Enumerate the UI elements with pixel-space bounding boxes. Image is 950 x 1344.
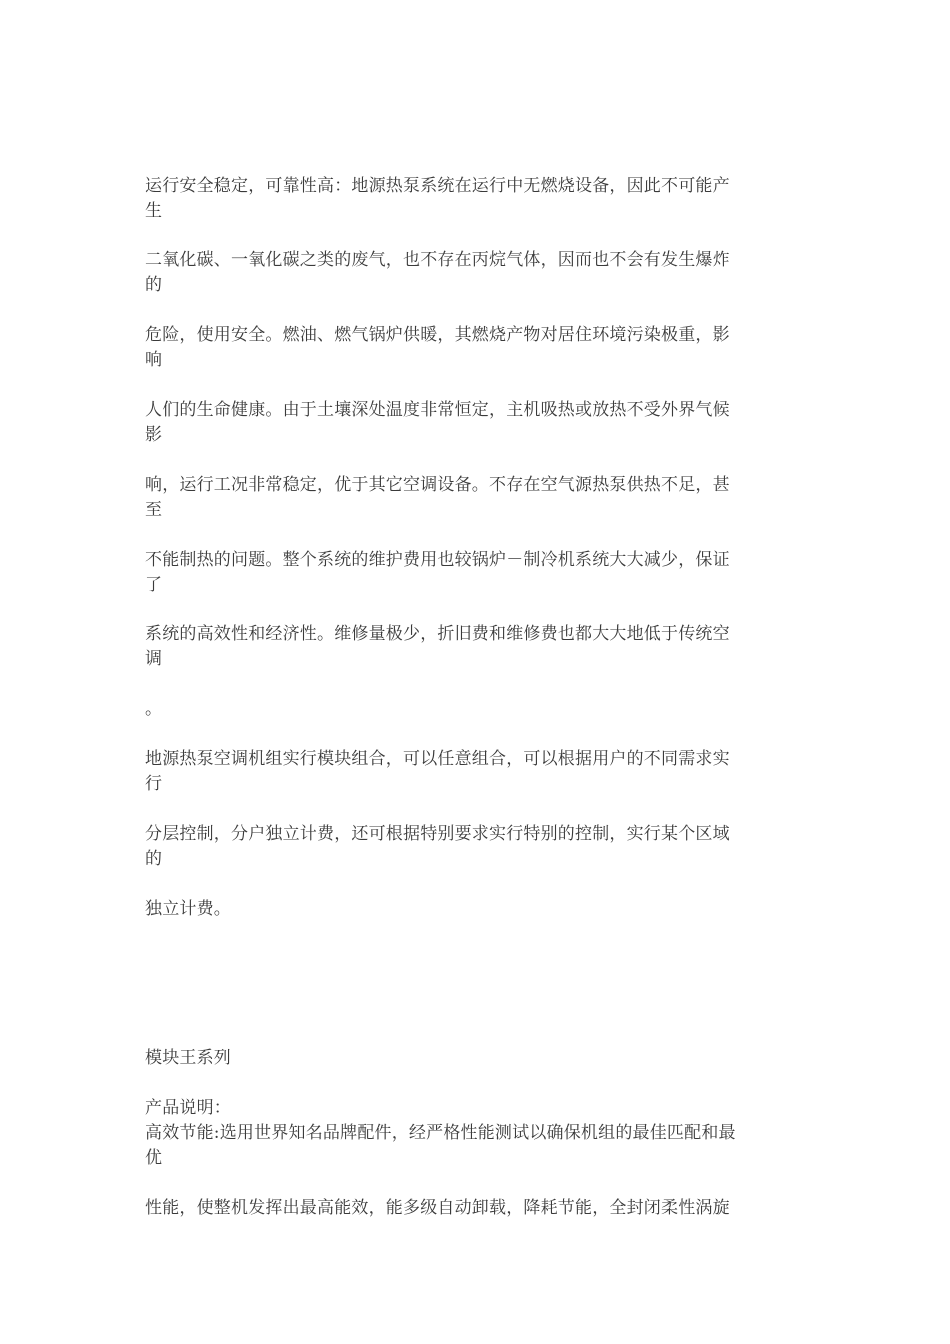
product-paragraph-2: 性能，使整机发挥出最高能效，能多级自动卸载，降耗节能，全封闭柔性涡旋	[145, 1198, 730, 1218]
paragraph-safety-3: 危险，使用安全。燃油、燃气锅炉供暖，其燃烧产物对居住环境污染极重，影 响	[145, 325, 730, 370]
paragraph-safety-6: 不能制热的问题。整个系统的维护费用也较锅炉－制冷机系统大大减少，保证 了	[145, 550, 730, 595]
paragraph-module-3: 独立计费。	[145, 899, 231, 919]
product-paragraph-1: 高效节能:选用世界知名品牌配件，经严格性能测试以确保机组的最佳匹配和最 优	[145, 1123, 736, 1168]
paragraph-module-1: 地源热泵空调机组实行模块组合，可以任意组合，可以根据用户的不同需求实 行	[145, 749, 730, 794]
paragraph-safety-1: 运行安全稳定，可靠性高：地源热泵系统在运行中无燃烧设备，因此不可能产 生	[145, 176, 730, 221]
section-title: 模块王系列	[145, 1048, 231, 1068]
paragraph-safety-7: 系统的高效性和经济性。维修量极少，折旧费和维修费也都大大地低于传统空 调	[145, 624, 730, 669]
paragraph-module-2: 分层控制，分户独立计费，还可根据特别要求实行特别的控制，实行某个区域 的	[145, 824, 730, 869]
paragraph-safety-4: 人们的生命健康。由于土壤深处温度非常恒定，主机吸热或放热不受外界气候 影	[145, 400, 730, 445]
paragraph-safety-2: 二氧化碳、一氧化碳之类的废气，也不存在丙烷气体，因而也不会有发生爆炸 的	[145, 250, 730, 295]
paragraph-period: 。	[145, 699, 163, 719]
product-label: 产品说明：	[145, 1098, 231, 1118]
paragraph-safety-5: 响，运行工况非常稳定，优于其它空调设备。不存在空气源热泵供热不足，甚 至	[145, 475, 730, 520]
